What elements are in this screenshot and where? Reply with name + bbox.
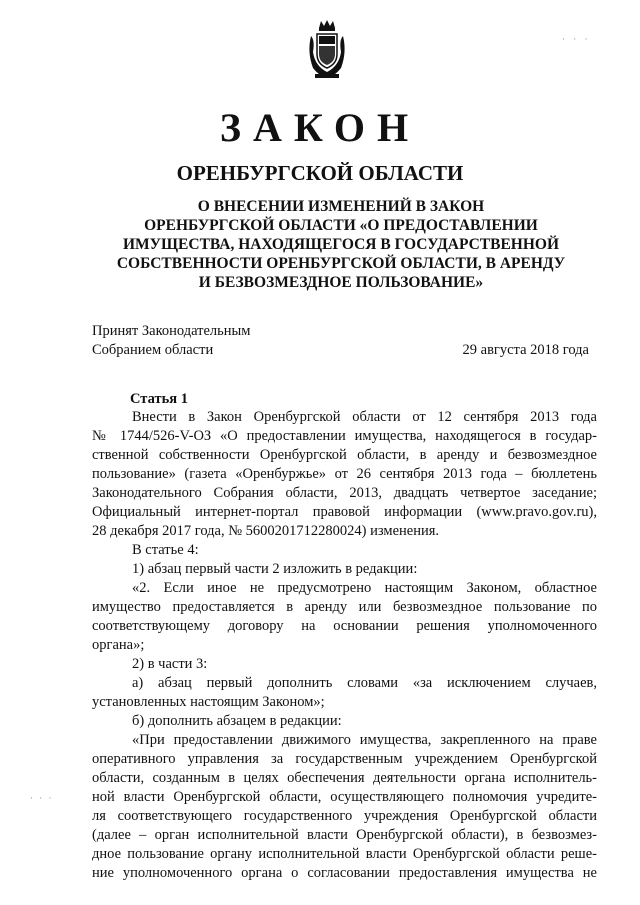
body-line: ние уполномоченного органа о согласовании предоставления имущества не — [92, 865, 597, 881]
body-line: 2) в части 3: — [132, 656, 208, 672]
scan-noise: · · · — [30, 793, 54, 803]
subtitle-line: ОРЕНБУРГСКОЙ ОБЛАСТИ «О ПРЕДОСТАВЛЕНИИ — [144, 217, 538, 234]
subtitle-line: ИМУЩЕСТВА, НАХОДЯЩЕГОСЯ В ГОСУДАРСТВЕННОЙ — [122, 236, 560, 253]
body-line: 1) абзац первый части 2 изложить в редакции: — [132, 561, 418, 577]
body-line: соответствующему договору на основании решения уполномоченного — [92, 618, 597, 634]
body-line: ной власти Оренбургской области, осуществляющего полномочия учредите- — [92, 789, 597, 805]
body-line: ственной собственности Оренбургской области, в аренду и безвозмездное — [92, 447, 597, 463]
region-title: ОРЕНБУРГСКОЙ ОБЛАСТИ — [176, 161, 464, 185]
adoption-line: Собранием области — [92, 342, 214, 358]
scan-noise: · · · — [562, 34, 591, 44]
body-line: (далее – орган исполнительной власти Оренбургской области), в безвозмез- — [92, 827, 597, 843]
body-line: имущество предоставляется в аренду или безвозмездное пользование по — [92, 599, 597, 615]
adoption-line: Принят Законодательным — [92, 323, 251, 339]
body-line: области, созданным в целях обеспечения деятельности органа исполнитель- — [92, 770, 597, 786]
body-line: Внести в Закон Оренбургской области от 12 сентября 2013 года — [132, 409, 597, 425]
body-line: установленных настоящим Законом»; — [92, 694, 325, 710]
body-line: пользование» (газета «Оренбуржье» от 26 сентября 2013 года – бюллетень — [92, 466, 597, 482]
subtitle-line: СОБСТВЕННОСТИ ОРЕНБУРГСКОЙ ОБЛАСТИ, В АРЕНДУ — [116, 255, 566, 272]
body-line: «При предоставлении движимого имущества, закрепленного на праве — [132, 732, 597, 748]
body-line: ля соответствующего государственного учреждения Оренбургской области — [92, 808, 597, 824]
body-line: № 1744/526-V-ОЗ «О предоставлении имущества, находящегося в государ- — [92, 428, 597, 444]
body-line: дное пользование органу исполнительной власти Оренбургской области реше- — [92, 846, 597, 862]
article-body — [92, 408, 597, 883]
body-line: а) абзац первый дополнить словами «за исключением случаев, — [132, 675, 597, 691]
coat-of-arms-icon — [305, 18, 349, 82]
body-line: «2. Если иное не предусмотрено настоящим Законом, областное — [132, 580, 597, 596]
adoption-date: 29 августа 2018 года — [462, 342, 589, 358]
article-heading: Статья 1 — [130, 391, 188, 407]
body-line: 28 декабря 2017 года, № 5600201712280024) изменения. — [92, 523, 440, 539]
body-line: Законодательного Собрания области, 2013, двадцать четвертое заседание; — [92, 485, 597, 501]
body-line: Официальный интернет-портал правовой информации (www.pravo.gov.ru), — [92, 504, 597, 520]
document-title: ЗАКОН — [219, 105, 421, 150]
body-line: В статье 4: — [132, 542, 199, 558]
adoption-info — [92, 322, 250, 360]
body-line: б) дополнить абзацем в редакции: — [132, 713, 342, 729]
law-subtitle — [100, 197, 582, 292]
subtitle-line: И БЕЗВОЗМЕЗДНОЕ ПОЛЬЗОВАНИЕ» — [198, 274, 484, 291]
subtitle-line: О ВНЕСЕНИИ ИЗМЕНЕНИЙ В ЗАКОН — [197, 198, 485, 215]
body-line: органа»; — [92, 637, 145, 653]
body-line: оперативного управления за государственным учреждением Оренбургской — [92, 751, 597, 767]
